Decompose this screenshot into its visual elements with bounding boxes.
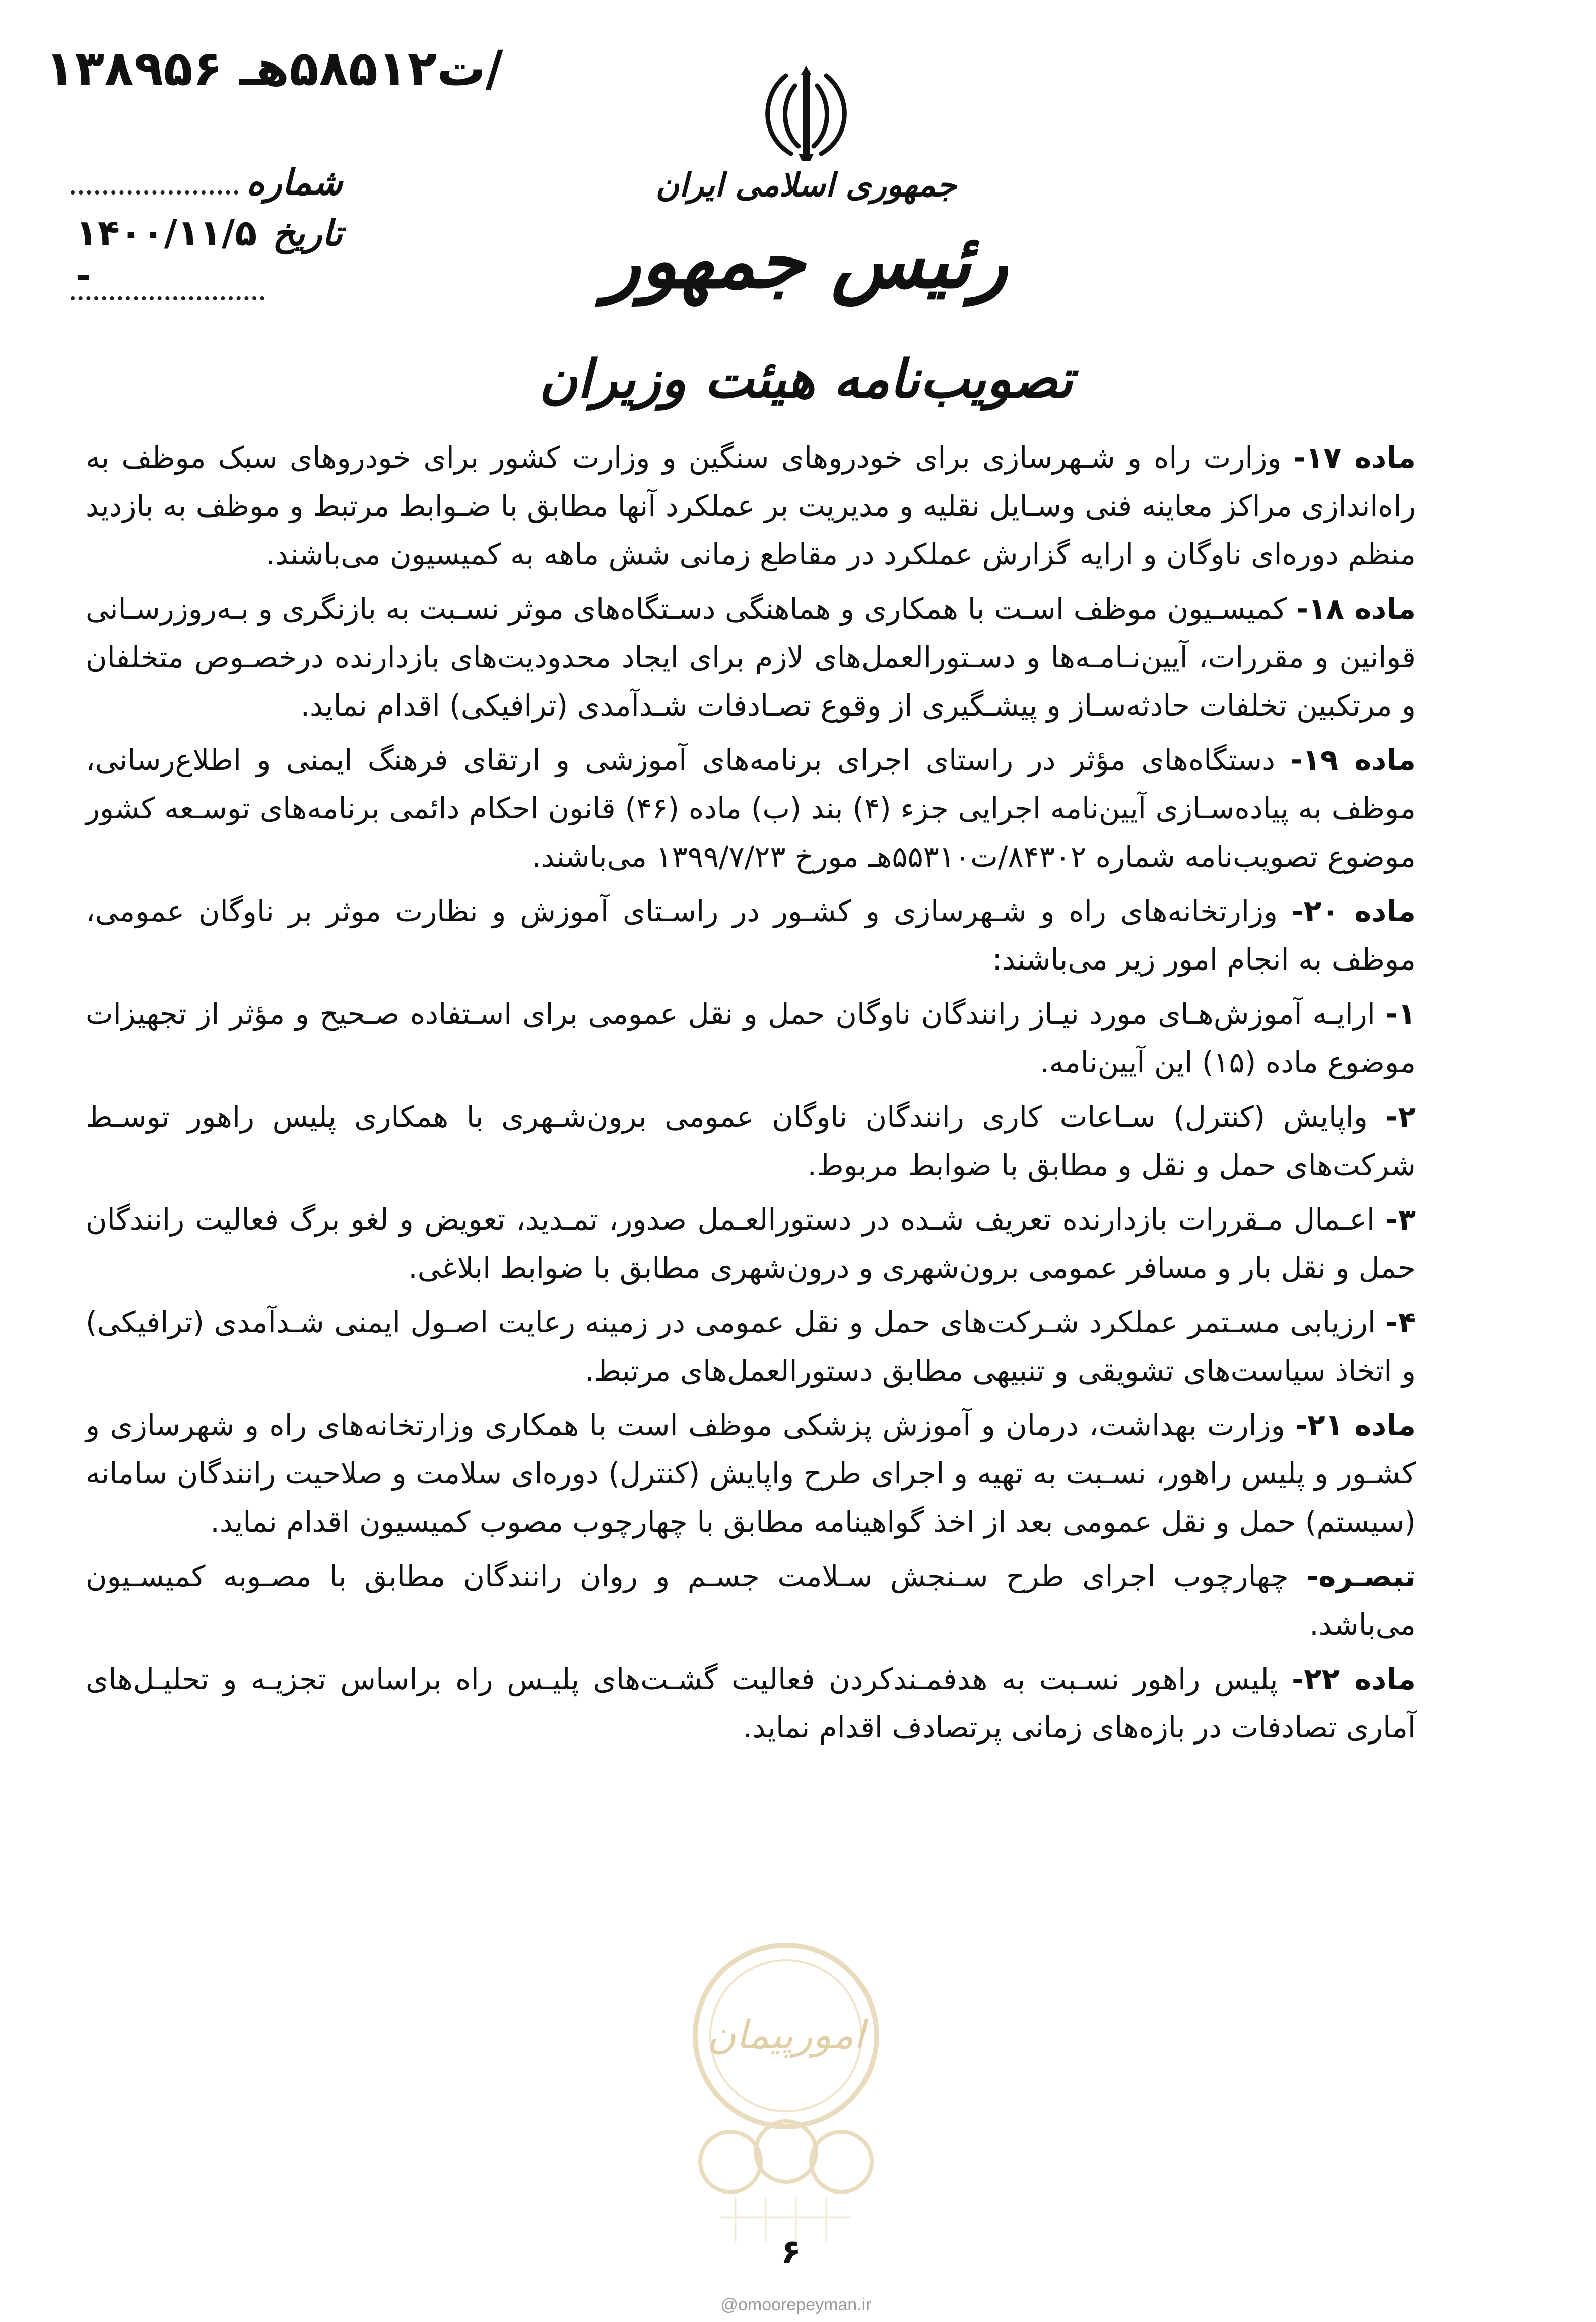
date-value: ۱۴۰۰/۱۱/۵ - xyxy=(71,212,264,300)
article-17: ماده ۱۷- وزارت راه و شـهرسازی برای خودروهای سنگین و وزارت کشور برای خودروهای سبک موظف به راه‌اندازی مراکز معاینه فنی وسـایل نقلیه و مدیریت بر عملکرد آنها مطابق با ضـوابط مرتبط و موظف به بازدید منظم دوره‌ای ناوگان و ارایه گزارش عملکرد در مقاطع زمانی شش ماهه به کمیسیون می‌باشند. xyxy=(86,440,1416,571)
watermark-text: امورپیمان xyxy=(707,2013,865,2058)
article-20-item-4: ۴- ارزیابی مسـتمر عملکرد شـرکت‌های حمل و نقل عمومی در زمینه رعایت اصـول ایمنی شـدآمدی (ترافیکی) و اتخاذ سیاست‌های تشویقی و تنبیهی مطابق دستورالعمل‌های مرتبط. xyxy=(86,1305,1416,1388)
number-value xyxy=(71,190,238,195)
article-21: ماده ۲۱- وزارت بهداشت، درمان و آموزش پزشکی موظف است با همکاری وزارتخانه‌های راه و شهرسازی و کشـور و پلیس راهور، نسـبت به تهیه و اجرای طرح واپایش (کنترل) دوره‌ای سلامت و صلاحیت رانندگان سامانه (سیستم) حمل و نقل عمومی بعد از اخذ گواهینامه مطابق با چهارچوب مصوب کمیسیون اقدام نماید. xyxy=(86,1408,1416,1539)
article-20: ماده ۲۰- وزارتخانه‌های راه و شـهرسازی و کشـور در راسـتای آموزش و نظارت موثر بر ناوگان عمومی، موظف به انجام امور زیر می‌باشند: xyxy=(86,894,1416,977)
registration-number xyxy=(45,40,503,97)
site-credit: @omoorepeyman.ir xyxy=(720,2295,872,2314)
article-18: ماده ۱۸- کمیسـیون موظف اسـت با همکاری و هماهنگی دسـتگاه‌های موثر نسـبت به بازنگری و بـه‌روزرسـانی قوانین و مقررات، آیین‌نـامـه‌ها و دسـتورالعمل‌های لازم برای ایجاد محدودیت‌های بازدارنده درخصـوص متخلفان و مرتکبین تخلفات حادثه‌سـاز و پیشـگیری از وقوع تصـادفات شـدآمدی (ترافیکی) اقدام نماید. xyxy=(86,592,1416,723)
article-22: ماده ۲۲- پلیس راهور نسـبت به هدفمـندکردن فعالیت گشـت‌های پلیـس راه براساس تجزیـه و تحلیـل‌های آماری تصادفات در بازه‌های زمانی پرتصادف اقدام نماید. xyxy=(86,1662,1416,1745)
number-row xyxy=(71,161,343,212)
document-body xyxy=(86,433,1416,1758)
article-21-note: تبصـره- چهارچوب اجرای طرح سـنجش سـلامت جسـم و روان رانندگان مطابق با مصـوبه کمیسـیون می‌باشد. xyxy=(86,1559,1416,1642)
page-number: ۶ xyxy=(780,2232,802,2271)
republic-heading: جمهوری اسلامی ایران xyxy=(655,166,957,204)
number-date-block xyxy=(71,161,343,296)
article-19: ماده ۱۹- دستگاه‌های مؤثر در راستای اجرای برنامه‌های آموزشی و ارتقای فرهنگ ایمنی و اطلاع‌رسانی، موظف به پیاده‌سـازی آیین‌نامه اجرایی جزء (۴) بند (ب) ماده (۴۶) قانون احکام دائمی برنامه‌های توسـعه کشور موضوع تصویب‌نامه شماره ۸۴۳۰۲/ت۵۵۳۱۰هـ مورخ ۱۳۹۹/۷/۲۳ می‌باشند. xyxy=(86,743,1416,874)
article-20-item-1: ۱- ارایـه آموزش‌هـای مورد نیـاز رانندگان ناوگان حمل و نقل عمومی برای اسـتفاده صـحیح و مؤثر از تجهیزات موضوع ماده (۱۵) این آیین‌نامه. xyxy=(86,997,1416,1079)
watermark-seal-icon xyxy=(665,1935,907,2247)
cabinet-approval-heading: تصویب‌نامه هیئت وزیران xyxy=(539,348,1074,410)
article-20-item-3: ۳- اعـمال مـقررات بازدارنده تعریف شـده در دستورالعـمل صدور، تمـدید، تعویض و لغو برگ فعالیت رانندگان حمل و نقل بار و مسافر عمومی برون‌شهری و درون‌شهری مطابق با ضوابط ابلاغی. xyxy=(86,1202,1416,1285)
date-label: تاریخ xyxy=(272,212,343,254)
iran-emblem-icon xyxy=(751,55,861,166)
registration-ref: /ت۵۸۵۱۲هـ xyxy=(239,40,503,97)
president-heading: رئیس جمهور xyxy=(604,217,1008,305)
date-row xyxy=(71,212,343,296)
registration-serial: ۱۳۸۹۵۶ xyxy=(45,40,223,97)
number-label: شماره xyxy=(246,161,343,203)
article-20-item-2: ۲- واپایش (کنترل) سـاعات کاری رانندگان ناوگان عمومی برون‌شـهری با همکاری پلیس راهور توسـط شرکت‌های حمل و نقل و مطابق با ضوابط مربوط. xyxy=(86,1100,1416,1182)
